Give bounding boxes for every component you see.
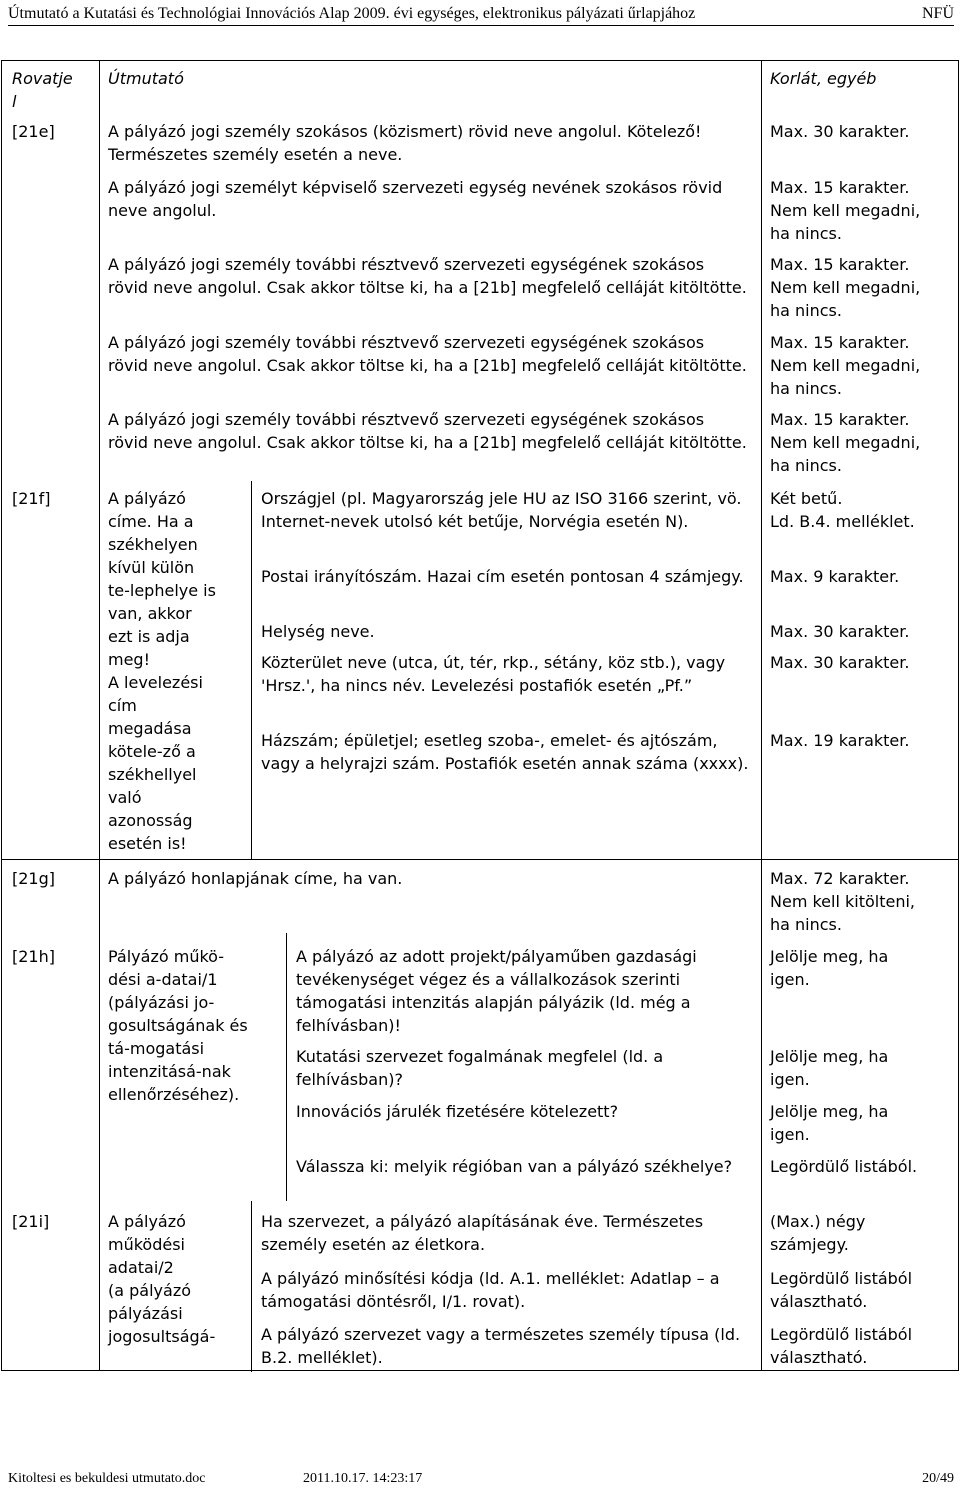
r21f-item-2-limit: Max. 9 karakter. xyxy=(770,567,900,586)
r21e-item-5-text: A pályázó jogi személy további résztvevő szervezeti egységének szokásos rövid neve angolul. Csak akkor töltse ki, ha a [21b] megfelelő celláját kitöltötte. xyxy=(108,410,747,452)
inner-divider-21h xyxy=(286,933,287,1201)
row-code-21i: [21i] xyxy=(12,1212,50,1231)
r21f-item-4-text: Közterület neve (utca, út, tér, rkp., sétány, köz stb.), vagy 'Hrsz.', ha nincs név. Levelezési postafiók esetén „Pf.” xyxy=(261,653,726,695)
r21h-item-3-text: Innovációs járulék fizetésére kötelezett? xyxy=(296,1102,619,1121)
r21h-item-4-limit: Legördülő listából. xyxy=(770,1157,918,1176)
header-utmutato: Útmutató xyxy=(108,69,184,88)
r21h-item-3-limit: Jelölje meg, ha igen. xyxy=(770,1102,889,1144)
row-divider xyxy=(2,859,958,860)
r21h-item-2-limit: Jelölje meg, ha igen. xyxy=(770,1047,889,1089)
row-code-21g: [21g] xyxy=(12,869,55,888)
r21i-item-1-limit: (Max.) négy számjegy. xyxy=(770,1212,866,1254)
r21f-item-3-text: Helység neve. xyxy=(261,622,375,641)
r21e-item-2-text: A pályázó jogi személyt képviselő szervezeti egység nevének szokásos rövid neve angolul. xyxy=(108,178,723,220)
r21e-item-5-limit: Max. 15 karakter. Nem kell megadni, ha nincs. xyxy=(770,410,921,475)
r21f-label: A pályázó címe. Ha a székhelyen kívül külön te-lephelye is van, akkor ezt is adja meg! A levelezési cím megadása kötele-ző a székhellyel való azonosság esetén is! xyxy=(108,489,216,853)
header-code: NFÜ xyxy=(921,5,954,22)
r21f-item-3-limit: Max. 30 karakter. xyxy=(770,622,910,641)
r21i-item-3-limit: Legördülő listából választható. xyxy=(770,1325,913,1367)
r21g-text: A pályázó honlapjának címe, ha van. xyxy=(108,869,403,888)
r21g-limit: Max. 72 karakter. Nem kell kitölteni, ha nincs. xyxy=(770,869,916,934)
header-title: Útmutató a Kutatási és Technológiai Innovációs Alap 2009. évi egységes, elektronikus pályázati űrlapjához xyxy=(8,5,696,22)
inner-divider-21f xyxy=(251,481,252,859)
r21e-item-1-limit: Max. 30 karakter. xyxy=(770,122,910,141)
r21h-item-2-text: Kutatási szervezet fogalmának megfelel (ld. a felhívásban)? xyxy=(296,1047,664,1089)
inner-divider-21i xyxy=(251,1201,252,1372)
r21e-item-2-limit: Max. 15 karakter. Nem kell megadni, ha nincs. xyxy=(770,178,921,243)
row-code-21f: [21f] xyxy=(12,489,51,508)
row-code-21e: [21e] xyxy=(12,122,55,141)
footer-datetime: 2011.10.17. 14:23:17 xyxy=(303,1471,423,1486)
r21f-item-1-text: Országjel (pl. Magyarország jele HU az ISO 3166 szerint, vö. Internet-nevek utolsó két betűje, Norvégia esetén N). xyxy=(261,489,742,531)
r21e-item-4-limit: Max. 15 karakter. Nem kell megadni, ha nincs. xyxy=(770,333,921,398)
footer-page-number: 20/49 xyxy=(922,1471,954,1486)
r21e-item-4-text: A pályázó jogi személy további résztvevő szervezeti egységének szokásos rövid neve angolul. Csak akkor töltse ki, ha a [21b] megfelelő celláját kitöltötte. xyxy=(108,333,747,375)
r21f-item-1-limit: Két betű. Ld. B.4. melléklet. xyxy=(770,489,915,531)
r21e-item-3-text: A pályázó jogi személy további résztvevő szervezeti egységének szokásos rövid neve angolul. Csak akkor töltse ki, ha a [21b] megfelelő celláját kitöltötte. xyxy=(108,255,747,297)
r21e-item-3-limit: Max. 15 karakter. Nem kell megadni, ha nincs. xyxy=(770,255,921,320)
form-guide-table xyxy=(1,60,959,1371)
r21i-item-2-text: A pályázó minősítési kódja (ld. A.1. melléklet: Adatlap – a támogatási döntésről, I/1. rovat). xyxy=(261,1269,720,1311)
r21h-item-1-limit: Jelölje meg, ha igen. xyxy=(770,947,889,989)
r21f-item-5-limit: Max. 19 karakter. xyxy=(770,731,910,750)
r21f-item-5-text: Házszám; épületjel; esetleg szoba-, emelet- és ajtószám, vagy a helyrajzi szám. Postafiók esetén annak száma (xxxx). xyxy=(261,731,749,773)
footer-filename: Kitoltesi es bekuldesi utmutato.doc xyxy=(8,1471,206,1486)
r21i-label: A pályázó működési adatai/2 (a pályázó pályázási jogosultságá- xyxy=(108,1212,216,1346)
r21i-item-1-text: Ha szervezet, a pályázó alapításának éve. Természetes személy esetén az életkora. xyxy=(261,1212,704,1254)
column-divider xyxy=(99,61,100,1370)
r21h-item-4-text: Válassza ki: melyik régióban van a pályázó székhelye? xyxy=(296,1157,733,1176)
r21h-item-1-text: A pályázó az adott projekt/pályaműben gazdasági tevékenységet végez és a vállalkozások szerinti támogatási intenzitás alapján pályázik (ld. még a felhívásban)! xyxy=(296,947,697,1035)
page-header xyxy=(8,5,954,26)
header-korlat: Korlát, egyéb xyxy=(770,69,877,88)
r21h-label: Pályázó műkö- dési a-datai/1 (pályázási jo- gosultságának és tá-mogatási intenzitásá-nak ellenőrzéséhez). xyxy=(108,947,248,1104)
row-code-21h: [21h] xyxy=(12,947,55,966)
header-rovatjel: Rovatje l xyxy=(12,69,73,111)
r21i-item-3-text: A pályázó szervezet vagy a természetes személy típusa (ld. B.2. melléklet). xyxy=(261,1325,741,1367)
r21i-item-2-limit: Legördülő listából választható. xyxy=(770,1269,913,1311)
r21f-item-4-limit: Max. 30 karakter. xyxy=(770,653,910,672)
column-divider xyxy=(761,61,762,1370)
r21e-item-1-text: A pályázó jogi személy szokásos (közismert) rövid neve angolul. Kötelező! Természetes személy esetén a neve. xyxy=(108,122,702,164)
r21f-item-2-text: Postai irányítószám. Hazai cím esetén pontosan 4 számjegy. xyxy=(261,567,744,586)
